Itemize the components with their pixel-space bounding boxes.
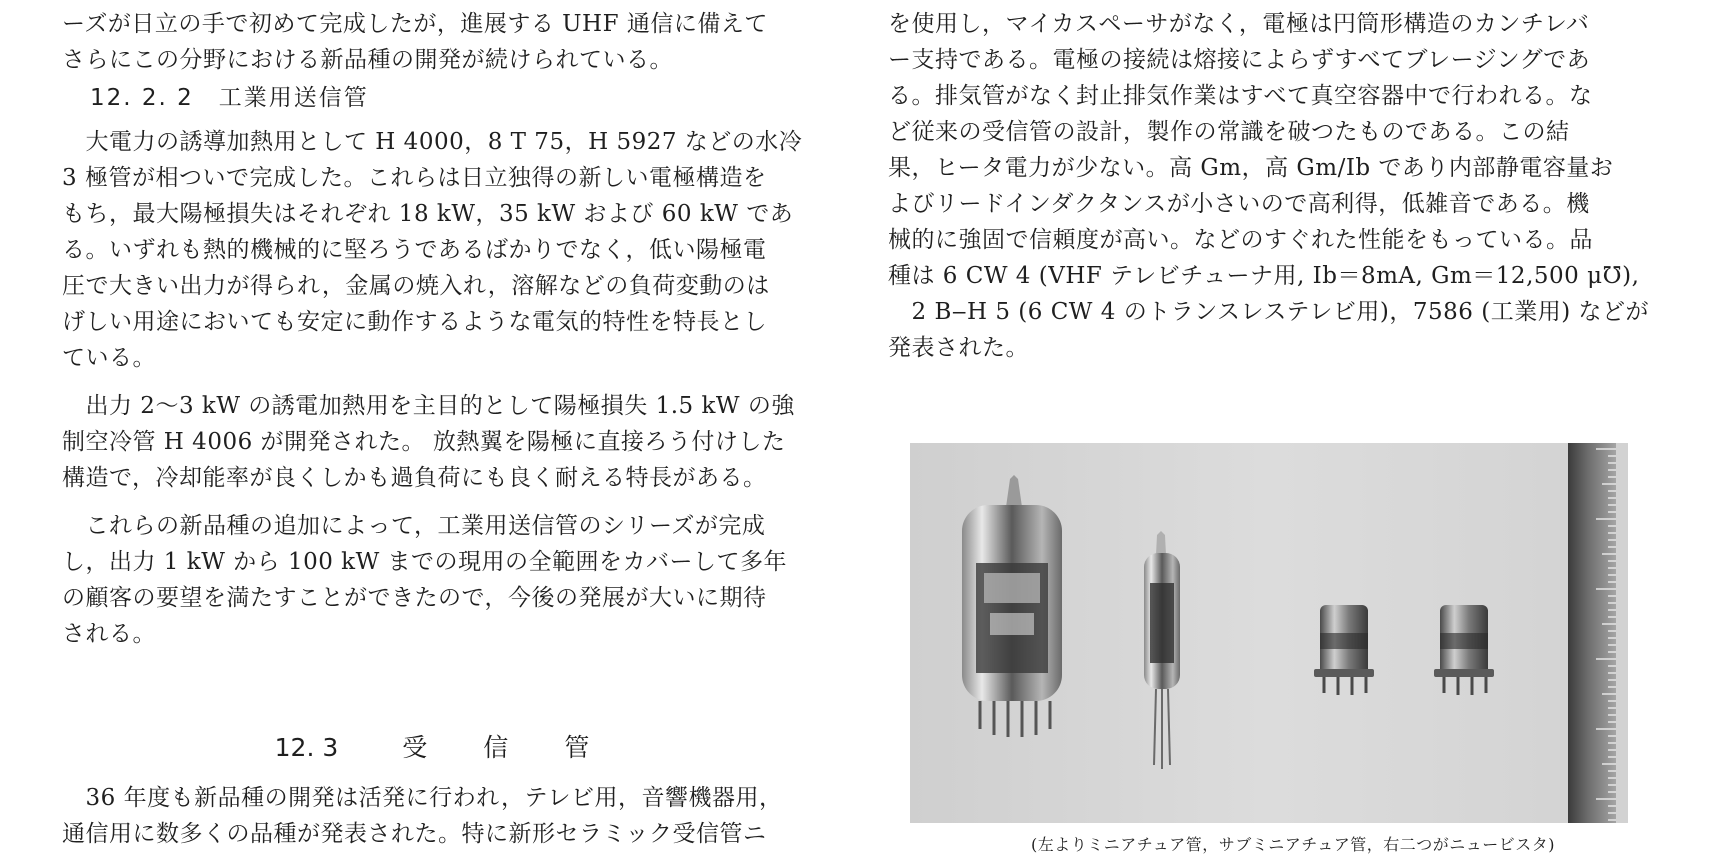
paragraph-line: 2 B‒H 5 (6 CW 4 のトランスレステレビ用)，7586 (工業用) などが bbox=[888, 299, 1649, 325]
paragraph-line: 種は 6 CW 4 (VHF テレビチューナ用, Ib＝8mA, Gm＝12,500 μ℧), bbox=[888, 263, 1640, 289]
paragraph-line: これらの新品種の追加によって，工業用送信管のシリーズが完成 bbox=[62, 513, 766, 539]
paragraph-line: ている。 bbox=[62, 345, 156, 371]
figure-caption: (左よりミニアチュア管，サブミニアチュア管，右二つがニュービスタ) bbox=[1030, 835, 1556, 854]
paragraph-line: 36 年度も新品種の開発は活発に行われ，テレビ用，音響機器用， bbox=[62, 785, 783, 811]
miniature-tube bbox=[962, 475, 1062, 737]
paragraph-line: を使用し，マイカスペーサがなく，電極は円筒形構造のカンチレバ bbox=[888, 11, 1590, 37]
heading-char: 管 bbox=[564, 733, 590, 762]
paragraph-line: ー支持である。電極の接続は熔接によらずすべてブレージングであ bbox=[888, 47, 1591, 73]
section-number: 12. 3 bbox=[274, 733, 339, 762]
paragraph-line: 発表された。 bbox=[888, 335, 1029, 361]
ruler bbox=[1568, 443, 1616, 823]
paragraph-line: さらにこの分野における新品種の開発が続けられている。 bbox=[62, 47, 673, 73]
paragraph-line: もち，最大陽極損失はそれぞれ 18 kW，35 kW および 60 kW であ bbox=[62, 201, 794, 227]
heading-char: 信 bbox=[483, 733, 509, 762]
paragraph-line: 制空冷管 H 4006 が開発された。 放熱翼を陽極に直接ろう付けした bbox=[62, 429, 786, 455]
paragraph-line: し，出力 1 kW から 100 kW までの現用の全範囲をカバーして多年 bbox=[62, 549, 788, 575]
paragraph-line: る。いずれも熱的機械的に堅ろうであるばかりでなく，低い陽極電 bbox=[62, 237, 767, 263]
paragraph-line: よびリードインダクタンスが小さいので高利得，低雑音である。機 bbox=[888, 191, 1590, 217]
paragraph-line: 構造で，冷却能率が良くしかも過負荷にも良く耐える特長がある。 bbox=[62, 465, 767, 491]
tubes-photo-illustration bbox=[910, 443, 1628, 823]
paragraph-line: 械的に強固で信頼度が高い。などのすぐれた性能をもっている。品 bbox=[888, 227, 1593, 253]
section-heading-12-3 bbox=[62, 728, 830, 768]
section-heading-12-2-2: 12. 2. 2 工業用送信管 bbox=[90, 85, 369, 111]
heading-char: 受 bbox=[402, 733, 428, 762]
paragraph-line: る。排気管がなく封止排気作業はすべて真空容器中で行われる。な bbox=[888, 83, 1593, 109]
paragraph-line: の顧客の要望を満たすことができたので，今後の発展が大いに期待 bbox=[62, 585, 767, 611]
paragraph-line: 大電力の誘導加熱用として H 4000，8 T 75，H 5927 などの水冷 bbox=[62, 129, 803, 155]
paragraph-line: 出力 2～3 kW の誘電加熱用を主目的として陽極損失 1.5 kW の強 bbox=[62, 393, 795, 419]
paragraph-line: 果，ヒータ電力が少ない。高 Gm，高 Gm/Ib であり内部静電容量お bbox=[888, 155, 1614, 181]
paragraph-line: げしい用途においても安定に動作するような電気的特性を特長とし bbox=[62, 309, 767, 335]
paragraph-line: 3 極管が相ついで完成した。これらは日立独得の新しい電極構造を bbox=[62, 165, 767, 191]
paragraph-line: される。 bbox=[62, 621, 156, 647]
paragraph-line: 通信用に数多くの品種が発表された。特に新形セラミック受信管ニ bbox=[62, 821, 767, 847]
paragraph-line: ど従来の受信管の設計，製作の常識を破つたものである。この結 bbox=[888, 119, 1570, 145]
paragraph-line: ーズが日立の手で初めて完成したが，進展する UHF 通信に備えて bbox=[62, 11, 768, 37]
paragraph-line: 圧で大きい出力が得られ，金属の焼入れ，溶解などの負荷変動のは bbox=[62, 273, 770, 299]
figure-photo bbox=[910, 443, 1628, 823]
